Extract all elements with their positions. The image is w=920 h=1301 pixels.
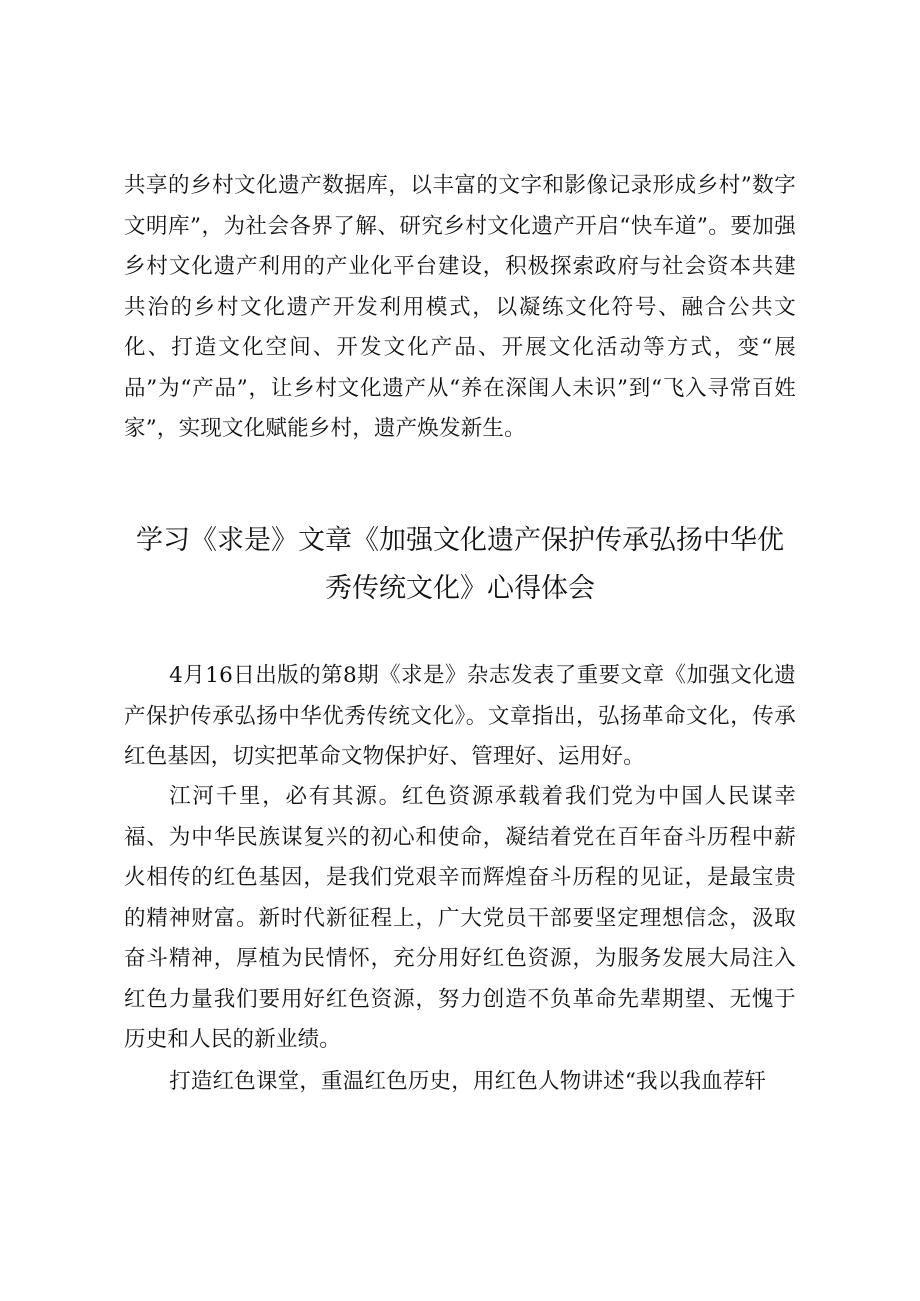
- article-title-line-1: 学习《求是》文章《加强文化遗产保护传承弘扬中华优: [136, 525, 784, 556]
- continued-paragraph: 共享的乡村文化遗产数据库，以丰富的文字和影像记录形成乡村”数字文明库”，为社会各界了解、研究乡村文化遗产开启“快车道”。要加强乡村文化遗产利用的产业化平台建设，积极探索政府与社会资本共建共治的乡村文化遗产开发利用模式，以凝练文化符号、融合公共文化、打造文化空间、开发文化产品、开展文化活动等方式，变“展品”为“产品”，让乡村文化遗产从“养在深闺人未识”到“飞入寻常百姓家”，实现文化赋能乡村，遗产焕发新生。: [124, 173, 796, 441]
- body-paragraph-2: 江河千里，必有其源。红色资源承载着我们党为中国人民谋幸福、为中华民族谋复兴的初心和使命，凝结着党在百年奋斗历程中薪火相传的红色基因，是我们党艰辛而辉煌奋斗历程的见证，是最宝贵的精神财富。新时代新征程上，广大党员干部要坚定理想信念，汲取奋斗精神，厚植为民情怀，充分用好红色资源，为服务发展大局注入红色力量我们要用好红色资源，努力创造不负革命先辈期望、无愧于历史和人民的新业绩。: [124, 784, 796, 1052]
- article-title-line-2: 秀传统文化》心得体会: [325, 573, 595, 604]
- article-title: [120, 517, 800, 613]
- body-paragraph-1: 4月16日出版的第8期《求是》杂志发表了重要文章《加强文化遗产保护传承弘扬中华优秀传统文化》。文章指出，弘扬革命文化，传承红色基因，切实把革命文物保护好、管理好、运用好。: [124, 663, 796, 769]
- body-paragraph-3: 打造红色课堂，重温红色历史，用红色人物讲述“我以我血荐轩: [169, 1069, 767, 1094]
